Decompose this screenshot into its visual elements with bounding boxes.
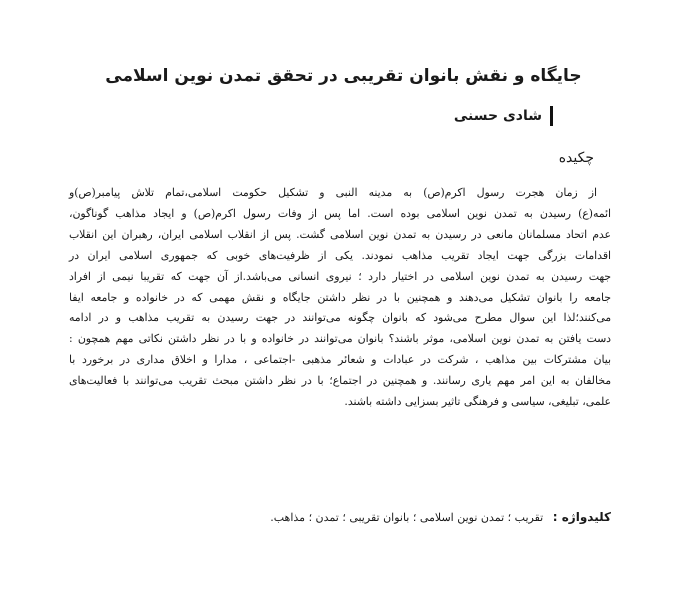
abstract-heading: چکیده <box>558 150 594 166</box>
document-title: جایگاه و نقش بانوان تقریبی در تحقق تمدن نوین اسلامی <box>105 66 582 86</box>
abstract-line: جامعه را بانوان تشکیل می‌دهند و همچنین با در نظر داشتن جایگاه و نقش مهمی که در خانواده و جامعه ایفا <box>69 290 611 304</box>
author-name: شادی حسنی <box>453 108 542 124</box>
abstract-line: ائمه(ع) رسیدن به تمدن نوین اسلامی بوده است. اما پس از وفات رسول اکرم(ص) و ایجاد مذاهب گوناگون، <box>69 206 611 220</box>
abstract-body <box>69 183 611 413</box>
abstract-line: عدم اتحاد مسلمانان مانعی در رسیدن به تمدن نوین اسلامی گشت. پس از انقلاب اسلامی ایران، رهبران این انقلاب <box>69 227 611 241</box>
abstract-line: می‌کنند؛لذا این سوال مطرح می‌شود که بانوان چگونه می‌توانند در جهت رسیدن به تقریب مذاهب و در ادامه <box>69 311 611 325</box>
author-marker-bar <box>550 106 553 126</box>
abstract-line: از زمان هجرت رسول اکرم(ص) به مدینه النبی و تشکیل حکومت اسلامی،تمام تلاش پیامبر(ص)و <box>69 186 597 199</box>
abstract-line: بیان مشترکات بین مذاهب ، شرکت در عبادات و شعائر مذهبی -اجتماعی ، مدارا و اخلاق مداری در برخورد با <box>69 353 611 367</box>
abstract-line: دست یافتن به تمدن نوین اسلامی، موثر باشند؟ بانوان می‌توانند در خانواده و با در نظر داشتن نکاتی مهم همچون : <box>69 332 611 346</box>
abstract-line: مخالفان به این امر مهم یاری رسانند. و همچنین در اجتماع؛ با در نظر داشتن مبحث تقریب می‌توانند با فعالیت‌های <box>69 374 611 388</box>
author-block <box>454 106 553 126</box>
abstract-line: جهت رسیدن به تمدن نوین اسلامی در اختیار دارد ؛ نیروی انسانی می‌باشد.از آن جهت که تقریبا نیمی از افراد <box>69 269 611 283</box>
abstract-line: علمی، تبلیغی، سیاسی و فرهنگی تاثیر بسزایی داشته باشند. <box>344 395 611 409</box>
abstract-line: اقدامات بزرگی جهت ایجاد تقریب مذاهب نمودند. یکی از ظرفیت‌های خوبی که جمهوری اسلامی ایران در <box>69 248 611 262</box>
keywords-list: تقریب ؛ تمدن نوین اسلامی ؛ بانوان تقریبی ؛ تمدن ؛ مذاهب. <box>270 511 544 524</box>
keywords-block <box>270 510 611 524</box>
keywords-label: کلیدواژه : <box>552 510 611 524</box>
